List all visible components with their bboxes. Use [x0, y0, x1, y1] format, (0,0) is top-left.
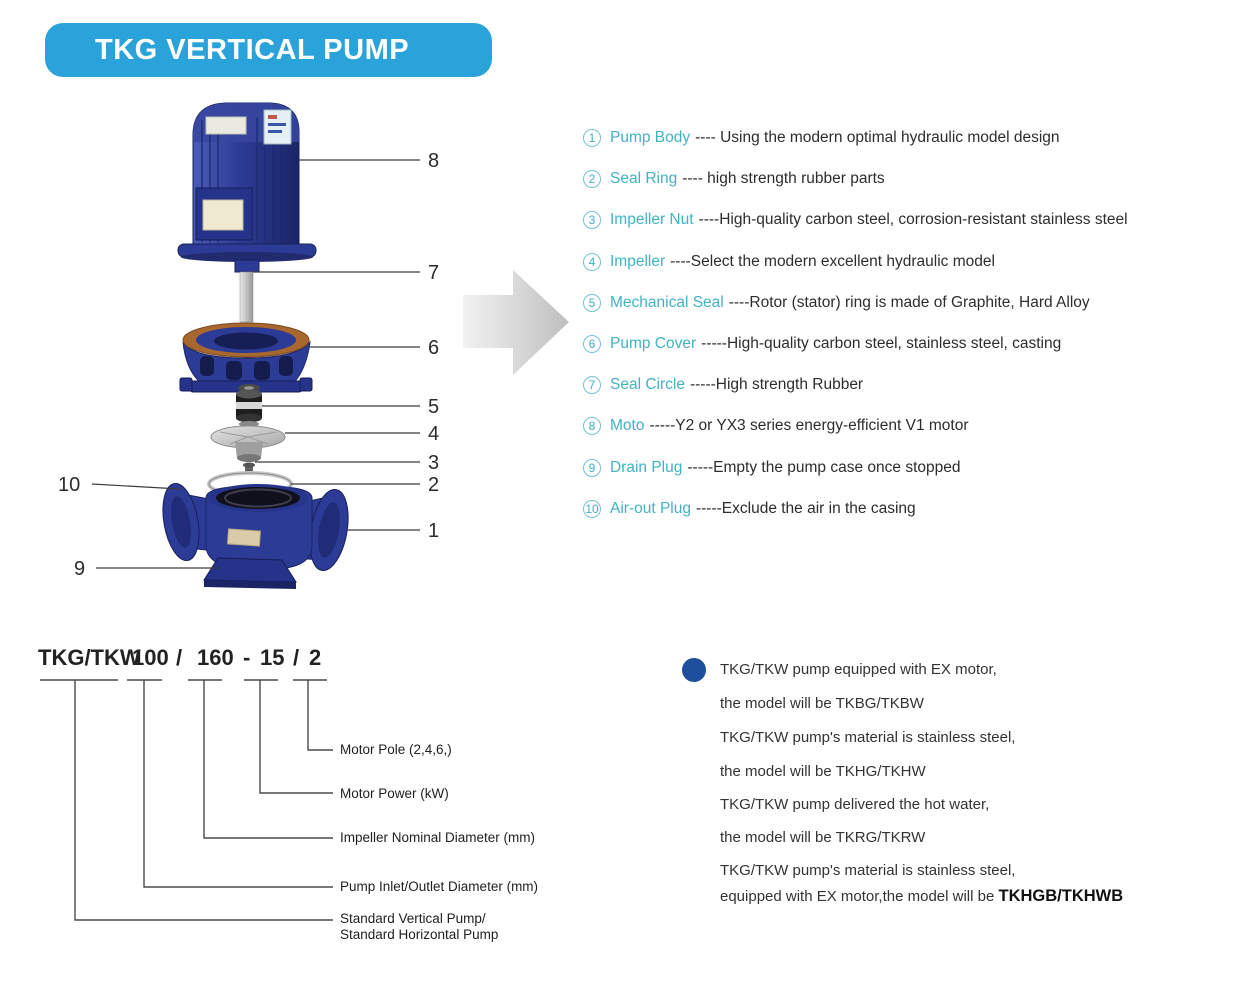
- note-line: the model will be TKRG/TKRW: [720, 829, 926, 846]
- note-line: the model will be TKHG/TKHW: [720, 763, 926, 780]
- part-name: Pump Body: [610, 129, 691, 146]
- part-item: [583, 252, 995, 272]
- callout-10: 10: [58, 474, 81, 496]
- part-item: [583, 375, 863, 395]
- code-separator: /: [293, 645, 300, 670]
- part-item: [583, 293, 1090, 313]
- part-description: ----High-quality carbon steel, corrosion-resistant stainless steel: [698, 211, 1128, 228]
- part-name: Seal Ring: [610, 170, 678, 187]
- part-number-badge: 10: [583, 500, 601, 518]
- part-item: [583, 334, 1061, 354]
- part-item: [583, 416, 969, 436]
- mechanical-seal-illustration: [236, 384, 262, 433]
- part-number-badge: 4: [583, 253, 601, 271]
- part-item: [583, 128, 1060, 148]
- note-line: TKG/TKW pump delivered the hot water,: [720, 796, 990, 813]
- callout-4: 4: [428, 423, 440, 445]
- part-number-badge: 1: [583, 129, 601, 147]
- part-number-badge: 9: [583, 459, 601, 477]
- part-number-badge: 5: [583, 294, 601, 312]
- part-description: ---- Using the modern optimal hydraulic model design: [695, 129, 1060, 146]
- callout-7: 7: [428, 262, 440, 284]
- part-description: ----Select the modern excellent hydraulic model: [670, 253, 995, 270]
- model-code-section: [30, 640, 630, 970]
- callout-8: 8: [428, 150, 440, 172]
- part-name: Impeller Nut: [610, 211, 694, 228]
- label-pump-type-line1: Standard Vertical Pump/: [340, 911, 486, 926]
- label-motor-power: Motor Power (kW): [340, 786, 449, 801]
- callout-2: 2: [428, 474, 440, 496]
- part-name: Seal Circle: [610, 376, 685, 393]
- part-item: [583, 458, 960, 478]
- pump-exploded-diagram: [30, 90, 610, 610]
- notes-section: [678, 655, 1158, 915]
- code-separator: /: [176, 645, 183, 670]
- part-number-badge: 3: [583, 211, 601, 229]
- callout-5: 5: [428, 396, 440, 418]
- pump-body-illustration: [157, 481, 353, 589]
- code-impeller: 160: [197, 645, 234, 670]
- callout-6: 6: [428, 337, 440, 359]
- part-name: Drain Plug: [610, 459, 683, 476]
- impeller-illustration: [211, 426, 285, 462]
- part-description: -----Y2 or YX3 series energy-efficient V1 motor: [649, 417, 969, 434]
- part-number-badge: 6: [583, 335, 601, 353]
- note-line: TKG/TKW pump's material is stainless steel,: [720, 862, 1016, 879]
- note-bold-model: TKHGB/TKHWB: [998, 887, 1124, 905]
- part-item: [583, 499, 916, 519]
- note-line: the model will be TKBG/TKBW: [720, 695, 924, 712]
- part-name: Air-out Plug: [610, 500, 691, 517]
- bullet-icon: [682, 658, 706, 682]
- note-line-text: equipped with EX motor,the model will be: [720, 888, 999, 905]
- part-number-badge: 8: [583, 417, 601, 435]
- part-description: -----High strength Rubber: [689, 376, 864, 393]
- label-pump-type-line2: Standard Horizontal Pump: [340, 927, 499, 942]
- callout-9: 9: [74, 558, 86, 580]
- label-pump-type: [340, 911, 498, 943]
- part-item: [583, 169, 885, 189]
- part-name: Moto: [610, 417, 645, 434]
- note-line: TKG/TKW pump equipped with EX motor,: [720, 661, 997, 678]
- callout-3: 3: [428, 452, 440, 474]
- part-description: -----Exclude the air in the casing: [695, 500, 916, 517]
- parts-list: [583, 128, 1233, 548]
- part-name: Mechanical Seal: [610, 294, 724, 311]
- pump-cover-illustration: [180, 323, 312, 392]
- code-power: 15: [260, 645, 285, 670]
- part-description: ----Rotor (stator) ring is made of Graphite, Hard Alloy: [728, 294, 1090, 311]
- note-line: TKG/TKW pump's material is stainless steel,: [720, 729, 1016, 746]
- arrow-right-icon: [463, 270, 569, 375]
- note-line: [720, 887, 1123, 906]
- part-description: ---- high strength rubber parts: [682, 170, 885, 187]
- code-separator: -: [243, 645, 251, 670]
- label-impeller-diameter: Impeller Nominal Diameter (mm): [340, 830, 536, 845]
- callout-1: 1: [428, 520, 440, 542]
- part-description: -----Empty the pump case once stopped: [687, 459, 961, 476]
- part-name: Impeller: [610, 253, 666, 270]
- part-item: [583, 210, 1128, 230]
- label-motor-pole: Motor Pole (2,4,6,): [340, 742, 452, 757]
- motor-illustration: [178, 103, 316, 334]
- label-inlet-diameter: Pump Inlet/Outlet Diameter (mm): [340, 879, 539, 894]
- model-code-tree-lines: [30, 640, 630, 970]
- part-number-badge: 7: [583, 376, 601, 394]
- part-name: Pump Cover: [610, 335, 697, 352]
- page-title: TKG VERTICAL PUMP: [95, 33, 410, 66]
- title-banner: [45, 23, 492, 77]
- part-number-badge: 2: [583, 170, 601, 188]
- part-description: -----High-quality carbon steel, stainless steel, casting: [701, 335, 1062, 352]
- code-pole: 2: [309, 645, 322, 670]
- code-inlet: 100: [132, 645, 169, 670]
- code-series: TKG/TKW: [38, 645, 141, 670]
